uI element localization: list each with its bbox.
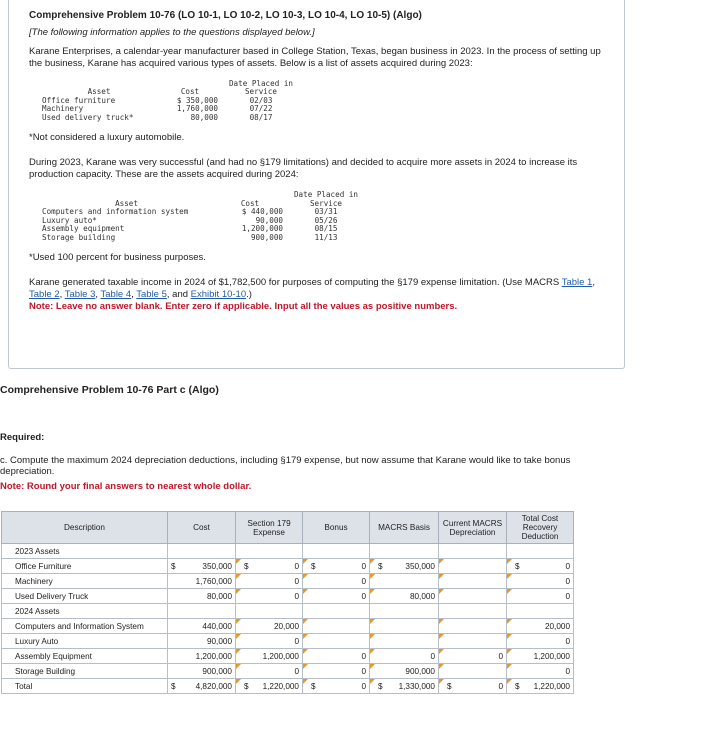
asset-cost: 1,200,000 bbox=[241, 224, 283, 233]
bonus-input[interactable] bbox=[303, 619, 370, 634]
asset-name: Luxury auto* bbox=[42, 215, 97, 225]
bonus-total-value: 0 bbox=[361, 681, 366, 691]
asset-name: Machinery bbox=[42, 104, 84, 114]
total-recovery-value: 0 bbox=[565, 561, 570, 571]
asset-name: Office furniture bbox=[42, 95, 116, 105]
current-macrs-input[interactable] bbox=[439, 559, 507, 574]
assets-2023-table bbox=[39, 80, 301, 123]
table-row bbox=[2, 559, 574, 574]
asset-row bbox=[39, 114, 301, 123]
total-recovery-input[interactable]: 0 bbox=[507, 664, 574, 679]
currency-symbol: $ bbox=[171, 681, 176, 691]
asset-cost: 90,000 bbox=[255, 215, 283, 225]
asset-cost: 900,000 bbox=[250, 232, 283, 242]
section-row-2024 bbox=[2, 604, 574, 619]
section179-input[interactable]: 0 bbox=[236, 664, 303, 679]
asset-row bbox=[39, 234, 366, 243]
total-recovery-total-value: 1,220,000 bbox=[533, 681, 570, 691]
header-total-recovery: Total Cost Recovery Deduction bbox=[507, 512, 574, 544]
current-macrs-input[interactable] bbox=[439, 664, 507, 679]
col-date-header: Date Placed in bbox=[228, 78, 293, 88]
table-row bbox=[2, 574, 574, 589]
col-asset-header: Asset bbox=[115, 198, 138, 208]
header-cost: Cost bbox=[168, 512, 236, 544]
section179-input[interactable]: 0 bbox=[236, 589, 303, 604]
macrs-basis-input[interactable] bbox=[370, 559, 439, 574]
taxable-text: Karane generated taxable income in 2024 of $1,782,500 for purposes of computing the §179 expense limitation. (Use MACRS bbox=[29, 277, 562, 288]
asset-name: Computers and information system bbox=[42, 207, 189, 216]
assets-2024-table bbox=[39, 191, 366, 242]
section179-input[interactable]: 1,200,000 bbox=[236, 649, 303, 664]
section-row-2023 bbox=[2, 544, 574, 559]
asset-cost: 80,000 bbox=[190, 112, 218, 122]
asset-date: 07/22 bbox=[249, 104, 273, 114]
bonus-input[interactable]: 0 bbox=[303, 649, 370, 664]
current-macrs-input[interactable] bbox=[439, 634, 507, 649]
total-recovery-input[interactable]: 20,000 bbox=[507, 619, 574, 634]
macrs-basis-input[interactable] bbox=[370, 574, 439, 589]
cost-value: 440,000 bbox=[168, 619, 236, 634]
cost-value: 900,000 bbox=[168, 664, 236, 679]
required-text: c. Compute the maximum 2024 depreciation deductions, including §179 expense, but now assume that Karane would like to take bonus depreciation. bbox=[0, 455, 571, 478]
link-table-1[interactable]: Table 1 bbox=[561, 277, 593, 288]
header-bonus: Bonus bbox=[303, 512, 370, 544]
cost-value: 90,000 bbox=[168, 634, 236, 649]
cost-total bbox=[168, 679, 236, 694]
required-label: Required: bbox=[0, 432, 45, 443]
bonus-input[interactable]: 0 bbox=[303, 574, 370, 589]
macrs-basis-value: 350,000 bbox=[405, 561, 435, 571]
taxable-close: .) bbox=[246, 288, 252, 300]
total-recovery-input[interactable]: 0 bbox=[507, 574, 574, 589]
currency-symbol: $ bbox=[171, 561, 176, 571]
section179-total-value: 1,220,000 bbox=[262, 681, 299, 691]
cost-value: 1,200,000 bbox=[168, 649, 236, 664]
col-service-header: Service bbox=[244, 87, 277, 97]
bonus-input[interactable] bbox=[303, 559, 370, 574]
section179-total-input[interactable] bbox=[236, 679, 303, 694]
problem-title: Comprehensive Problem 10-76 (LO 10-1, LO 10-2, LO 10-3, LO 10-4, LO 10-5) (Algo) bbox=[29, 10, 422, 21]
total-row bbox=[2, 679, 574, 694]
asset-date: 08/15 bbox=[314, 224, 338, 233]
link-table-3[interactable]: Table 3 bbox=[64, 288, 96, 300]
macrs-basis-input[interactable]: 0 bbox=[370, 649, 439, 664]
section179-input[interactable]: 20,000 bbox=[236, 619, 303, 634]
depreciation-table bbox=[1, 511, 574, 694]
mid-paragraph: During 2023, Karane was very successful (and had no §179 limitations) and decided to acquire more assets in 2024 to increase its production capacity. These are the assets acquired during 2024: bbox=[29, 157, 578, 181]
currency-symbol: $ bbox=[311, 561, 316, 571]
current-macrs-total-input[interactable] bbox=[439, 679, 507, 694]
cost-value: 350,000 bbox=[202, 561, 232, 571]
currency-symbol: $ bbox=[244, 681, 249, 691]
asset-cost: $ 440,000 bbox=[241, 207, 283, 216]
col-cost-header: Cost bbox=[240, 198, 260, 208]
section-label: 2023 Assets bbox=[2, 544, 168, 559]
cost-value: 1,760,000 bbox=[168, 574, 236, 589]
row-description: Machinery bbox=[2, 574, 168, 589]
round-note: Note: Round your final answers to nearest whole dollar. bbox=[0, 481, 252, 492]
currency-symbol: $ bbox=[378, 561, 383, 571]
section179-value: 0 bbox=[294, 561, 299, 571]
current-macrs-total-value: 0 bbox=[498, 681, 503, 691]
row-description: Total bbox=[2, 679, 168, 694]
link-exhibit[interactable]: Exhibit 10-10 bbox=[190, 288, 247, 300]
row-description: Office Furniture bbox=[2, 559, 168, 574]
total-recovery-input[interactable] bbox=[507, 559, 574, 574]
section179-input[interactable]: 0 bbox=[236, 634, 303, 649]
currency-symbol: $ bbox=[515, 561, 520, 571]
footnote-2024: *Used 100 percent for business purposes. bbox=[29, 252, 206, 263]
table-row bbox=[2, 664, 574, 679]
section-label: 2024 Assets bbox=[2, 604, 168, 619]
table-row bbox=[2, 649, 574, 664]
macrs-basis-input[interactable] bbox=[370, 634, 439, 649]
cost-value: 80,000 bbox=[168, 589, 236, 604]
warning-note: Note: Leave no answer blank. Enter zero if applicable. Input all the values as positive numbers. bbox=[29, 300, 458, 312]
asset-date: 08/17 bbox=[249, 112, 273, 122]
cost-total-value: 4,820,000 bbox=[195, 681, 232, 691]
total-recovery-input[interactable]: 0 bbox=[507, 589, 574, 604]
total-recovery-input[interactable]: 1,200,000 bbox=[507, 649, 574, 664]
intro-paragraph: Karane Enterprises, a calendar-year manufacturer based in College Station, Texas, began business in 2023. In the process of setting up the business, Karane has acquired various types of assets. Below is a list of assets acquired during 2023: bbox=[29, 46, 601, 69]
problem-card bbox=[8, 0, 625, 369]
and-text: and bbox=[172, 288, 189, 300]
currency-symbol: $ bbox=[447, 681, 452, 691]
asset-date: 11/13 bbox=[314, 232, 338, 242]
link-table-4[interactable]: Table 4 bbox=[100, 288, 132, 300]
header-current-macrs: Current MACRS Depreciation bbox=[439, 512, 507, 544]
table-row bbox=[2, 634, 574, 649]
total-recovery-total-input[interactable] bbox=[507, 679, 574, 694]
macrs-basis-input[interactable]: 900,000 bbox=[370, 664, 439, 679]
currency-symbol: $ bbox=[378, 681, 383, 691]
row-description: Computers and Information System bbox=[2, 619, 168, 634]
bonus-value: 0 bbox=[361, 561, 366, 571]
taxable-paragraph: Karane generated taxable income in 2024 of $1,782,500 for purposes of computing the §179 expense limitation. (Use MACRS Table 1, Table 2, Table 3, Table 4, Table 5, and Exhibit 10-10.) bbox=[29, 277, 595, 300]
asset-name: Used delivery truck* bbox=[42, 112, 134, 122]
row-description: Used Delivery Truck bbox=[2, 589, 168, 604]
asset-date: 02/03 bbox=[249, 95, 273, 105]
asset-date: 05/26 bbox=[314, 215, 338, 225]
macrs-basis-input[interactable]: 80,000 bbox=[370, 589, 439, 604]
current-macrs-input[interactable] bbox=[439, 589, 507, 604]
table-row bbox=[2, 589, 574, 604]
col-service-header: Service bbox=[309, 198, 342, 208]
current-macrs-input[interactable] bbox=[439, 574, 507, 589]
header-macrs-basis: MACRS Basis bbox=[370, 512, 439, 544]
row-description: Storage Building bbox=[2, 664, 168, 679]
current-macrs-input[interactable] bbox=[439, 619, 507, 634]
bonus-input[interactable]: 0 bbox=[303, 589, 370, 604]
header-section179: Section 179 Expense bbox=[236, 512, 303, 544]
asset-cost: $ 350,000 bbox=[176, 95, 218, 105]
bonus-total-input[interactable] bbox=[303, 679, 370, 694]
asset-name: Assembly equipment bbox=[42, 224, 125, 233]
col-cost-header: Cost bbox=[180, 87, 200, 97]
bonus-input[interactable]: 0 bbox=[303, 664, 370, 679]
link-table-5[interactable]: Table 5 bbox=[136, 288, 167, 300]
footnote-2023: *Not considered a luxury automobile. bbox=[29, 132, 185, 144]
total-recovery-input[interactable]: 0 bbox=[507, 634, 574, 649]
current-macrs-input[interactable]: 0 bbox=[439, 649, 507, 664]
bonus-input[interactable] bbox=[303, 634, 370, 649]
header-description: Description bbox=[2, 512, 168, 544]
col-asset-header: Asset bbox=[87, 87, 111, 97]
table-row bbox=[2, 619, 574, 634]
currency-symbol: $ bbox=[244, 561, 249, 571]
asset-cost: 1,760,000 bbox=[176, 104, 218, 114]
section179-input[interactable] bbox=[236, 559, 303, 574]
link-table-2[interactable]: Table 2 bbox=[29, 288, 60, 300]
asset-date: 03/31 bbox=[314, 207, 338, 216]
row-description: Assembly Equipment bbox=[2, 649, 168, 664]
col-date-header: Date Placed in bbox=[293, 190, 358, 199]
currency-symbol: $ bbox=[311, 681, 316, 691]
macrs-basis-total-value: 1,330,000 bbox=[398, 681, 435, 691]
currency-symbol: $ bbox=[515, 681, 520, 691]
row-description: Luxury Auto bbox=[2, 634, 168, 649]
cost-cell bbox=[168, 559, 236, 574]
part-title: Comprehensive Problem 10-76 Part c (Algo) bbox=[0, 384, 219, 396]
macrs-basis-input[interactable] bbox=[370, 619, 439, 634]
asset-name: Storage building bbox=[42, 232, 116, 242]
macrs-basis-total-input[interactable] bbox=[370, 679, 439, 694]
problem-note: [The following information applies to the questions displayed below.] bbox=[29, 27, 315, 38]
section179-input[interactable]: 0 bbox=[236, 574, 303, 589]
